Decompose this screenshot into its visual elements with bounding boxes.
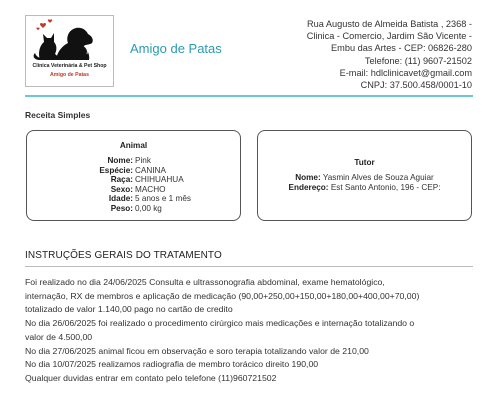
tutor-field-row xyxy=(258,183,471,193)
animal-field-label: Peso: xyxy=(110,203,133,213)
animal-field-row xyxy=(27,166,240,176)
instruction-line: No dia 27/06/2025 animal ficou em observação e soro terapia totalizando valor de 210,00 xyxy=(25,345,369,356)
tutor-card xyxy=(257,130,472,221)
tutor-card-title: Tutor xyxy=(354,158,375,167)
animal-field-label: Espécie: xyxy=(99,165,133,175)
cnpj-line: CNPJ: 37.500.458/0001-10 xyxy=(360,80,472,91)
instruction-line: internação, RX de membros e aplicação de medicação (90,00+250,00+150,00+180,00+400,00+70,00) xyxy=(25,290,420,301)
logo-text-line1: Clínica Veterinária & Pet Shop xyxy=(32,63,107,69)
tutor-field-label: Nome: xyxy=(295,173,321,182)
animal-field-value: 0,00 kg xyxy=(135,203,162,213)
animal-card-title: Animal xyxy=(119,141,148,150)
clinic-logo xyxy=(25,15,114,87)
animal-field-label: Raça: xyxy=(110,175,133,184)
instruction-line: No dia 10/07/2025 realizamos radiografia de membro torácico direito 190,00 xyxy=(25,359,319,370)
tutor-field-value: Yasmin Alves de Souza Aguiar xyxy=(322,173,434,182)
tutor-field-value: Est Santo Antonio, 196 - CEP: xyxy=(330,182,441,192)
instruction-line: Foi realizado no dia 24/06/2025 Consulta e ultrassonografia abdominal, exame hematológico, xyxy=(25,277,385,287)
animal-field-row xyxy=(27,175,240,185)
tutor-field-row xyxy=(258,173,471,183)
animal-field-value: 5 anos e 1 mês xyxy=(135,194,191,203)
email-line: E-mail: hdlclinicavet@gmail.com xyxy=(339,67,472,78)
address-line: Rua Augusto de Almeida Batista , 2368 - xyxy=(307,19,472,29)
document-type: Receita Simples xyxy=(25,110,91,120)
logo-text-line2: Amigo de Patas xyxy=(50,72,89,78)
instructions-body xyxy=(25,276,483,386)
phone-line: Telefone: (11) 9607-21502 xyxy=(364,55,472,66)
instruction-line: No dia 26/06/2025 foi realizado o procedimento cirúrgico mais medicações e internação totalizando o xyxy=(25,318,415,329)
address-line: Clinica - Comercio, Jardim São Vicente - xyxy=(306,31,472,42)
clinic-name: Amigo de Patas xyxy=(130,41,222,56)
instructions-title: INSTRUÇÕES GERAIS DO TRATAMENTO xyxy=(25,250,222,261)
header-divider xyxy=(25,95,473,97)
animal-field-value: CANINA xyxy=(135,165,166,175)
clinic-address-block xyxy=(272,18,472,91)
animal-field-label: Idade: xyxy=(108,194,133,203)
instruction-line: Qualquer duvidas entrar em contato pelo telefone (11)960721502 xyxy=(25,372,277,383)
animal-field-row xyxy=(27,156,240,166)
animal-field-row xyxy=(27,204,240,214)
instruction-line: totalizado de valor 1.140,00 pago no cartão de credito xyxy=(25,304,233,315)
tutor-field-label: Endereço: xyxy=(288,182,329,192)
instructions-divider xyxy=(25,266,473,267)
animal-field-value: CHIHUAHUA xyxy=(135,175,184,184)
instruction-line: valor de 4.500,00 xyxy=(25,331,93,342)
animal-field-label: Nome: xyxy=(107,156,133,165)
animal-card xyxy=(26,130,241,221)
animal-field-value: Pink xyxy=(135,156,151,165)
animal-field-label: Sexo: xyxy=(110,184,133,194)
animal-field-value: MACHO xyxy=(135,184,166,194)
address-line: Embu das Artes - CEP: 06826-280 xyxy=(331,43,472,54)
animal-field-row xyxy=(27,185,240,195)
animal-field-row xyxy=(27,194,240,204)
